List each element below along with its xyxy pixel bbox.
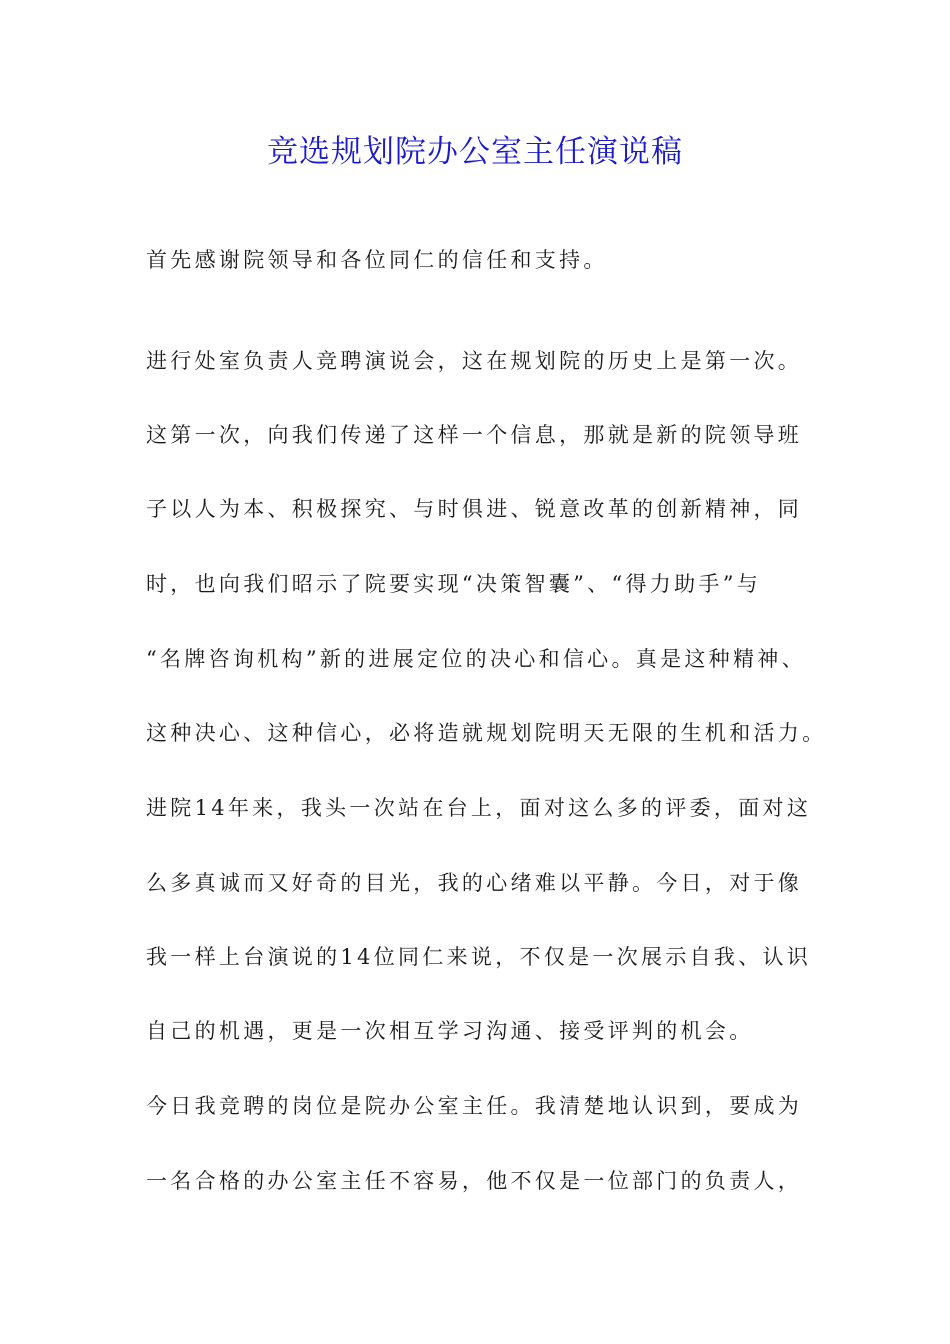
- paragraph-line-10: 我一样上台演说的14位同仁来说，不仅是一次展示自我、认识: [146, 945, 812, 969]
- paragraph-line-12: 今日我竞聘的岗位是院办公室主任。我清楚地认识到，要成为: [146, 1094, 803, 1118]
- paragraph-line-8: 进院14年来，我头一次站在台上，面对这么多的评委，面对这: [146, 796, 812, 820]
- paragraph-line-3: 这第一次，向我们传递了这样一个信息，那就是新的院领导班: [146, 423, 803, 447]
- paragraph-line-2: 进行处室负责人竞聘演说会，这在规划院的历史上是第一次。: [146, 349, 803, 373]
- paragraph-line-13: 一名合格的办公室主任不容易，他不仅是一位部门的负责人，: [146, 1169, 803, 1193]
- paragraph-line-5: 时，也向我们昭示了院要实现“决策智囊”、“得力助手”与: [146, 572, 762, 596]
- paragraph-line-9: 么多真诚而又好奇的目光，我的心绪难以平静。今日，对于像: [146, 871, 803, 895]
- paragraph-line-6: “名牌咨询机构”新的进展定位的决心和信心。真是这种精神、: [146, 647, 806, 671]
- paragraph-line-11: 自己的机遇，更是一次相互学习沟通、接受评判的机会。: [146, 1019, 754, 1043]
- paragraph-line-7: 这种决心、这种信心，必将造就规划院明天无限的生机和活力。: [146, 721, 827, 745]
- paragraph-line-4: 子以人为本、积极探究、与时俱进、锐意改革的创新精神，同: [146, 497, 803, 521]
- document-title: 竞选规划院办公室主任演说稿: [267, 134, 683, 170]
- paragraph-line-1: 首先感谢院领导和各位同仁的信任和支持。: [146, 248, 608, 272]
